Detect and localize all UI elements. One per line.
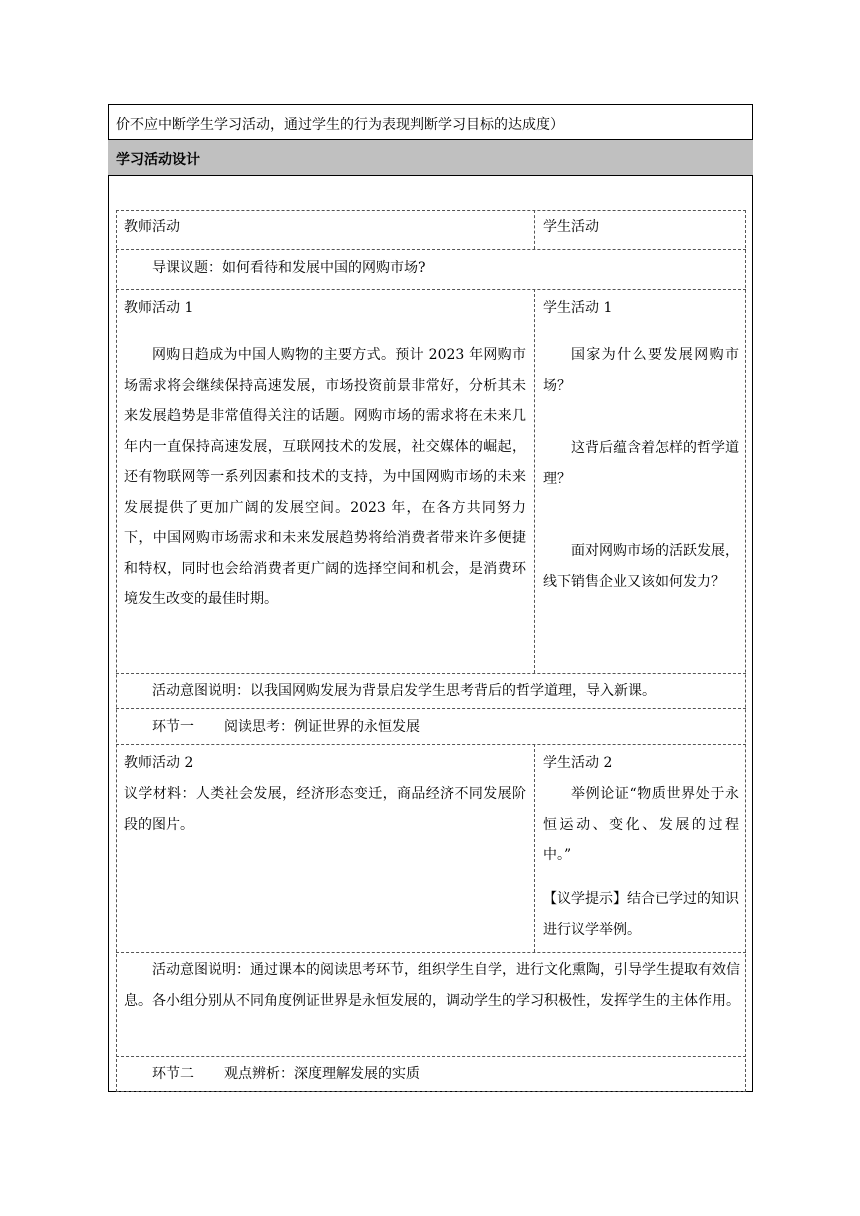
student-activity-2-title: 学生活动 2 bbox=[543, 755, 613, 771]
student-activity-1-question-1: 国家为什么要发展网购市场？ bbox=[543, 347, 739, 394]
section-header-title: 学习活动设计 bbox=[116, 152, 200, 168]
section-header-row bbox=[108, 140, 753, 176]
section-1-label: 环节一 bbox=[152, 719, 194, 735]
intro-topic: 导课议题：如何看待和发展中国的网购市场? bbox=[152, 260, 426, 276]
teacher-activity-1-text: 网购日趋成为中国人购物的主要方式。预计 2023 年网购市场需求将会继续保持高速发展，市场投资前景非常好，分析其未来发展趋势是非常值得关注的话题。网购市场的需求将在未来几年内一直保持高速发展，互联网技术的发展，社交媒体的崛起，还有物联网等一系列因素和技术的支持，为中国网购市场的未来发展提供了更加广阔的发展空间。2023 年，在各方共同努力下，中国网购市场需求和未来发展趋势将给消费者带来许多便捷和特权，同时也会给消费者更广阔的选择空间和机会，是消费环境发生改变的最佳时期。 bbox=[124, 347, 526, 607]
student-activity-1-question-2: 这背后蕴含着怎样的哲学道理？ bbox=[543, 440, 739, 487]
section-1-title: 阅读思考：例证世界的永恒发展 bbox=[224, 719, 420, 735]
assessment-note-text: 价不应中断学生学习活动，通过学生的行为表现判断学习目标的达成度） bbox=[116, 117, 564, 133]
teacher-activity-1-title: 教师活动 1 bbox=[124, 300, 194, 316]
student-activity-1-question-3: 面对网购市场的活跃发展，线下销售企业又该如何发力？ bbox=[543, 543, 739, 590]
activity-intent-1: 活动意图说明：以我国网购发展为背景启发学生思考背后的哲学道理，导入新课。 bbox=[152, 683, 656, 699]
activity-intent-2: 活动意图说明：通过课本的阅读思考环节，组织学生自学，进行文化熏陶，引导学生提取有效信息。各小组分别从不同角度例证世界是永恒发展的，调动学生的学习积极性，发挥学生的主体作用。 bbox=[124, 962, 740, 1009]
teacher-activity-2-text: 议学材料：人类社会发展，经济形态变迁，商品经济不同发展阶段的图片。 bbox=[124, 786, 526, 833]
student-activity-2-text: 举例论证“物质世界处于永恒运动、变化、发展的过程中。” bbox=[543, 786, 739, 863]
student-activity-2-hint: 【议学提示】结合已学过的知识进行议学举例。 bbox=[543, 891, 739, 938]
student-column-header: 学生活动 bbox=[543, 219, 599, 235]
assessment-note-row bbox=[108, 104, 753, 140]
student-activity-1-title: 学生活动 1 bbox=[543, 300, 613, 316]
section-2-title: 观点辨析：深度理解发展的实质 bbox=[224, 1066, 420, 1082]
teacher-activity-2-title: 教师活动 2 bbox=[124, 755, 194, 771]
section-2-label: 环节二 bbox=[152, 1066, 194, 1082]
teacher-column-header: 教师活动 bbox=[124, 219, 180, 235]
